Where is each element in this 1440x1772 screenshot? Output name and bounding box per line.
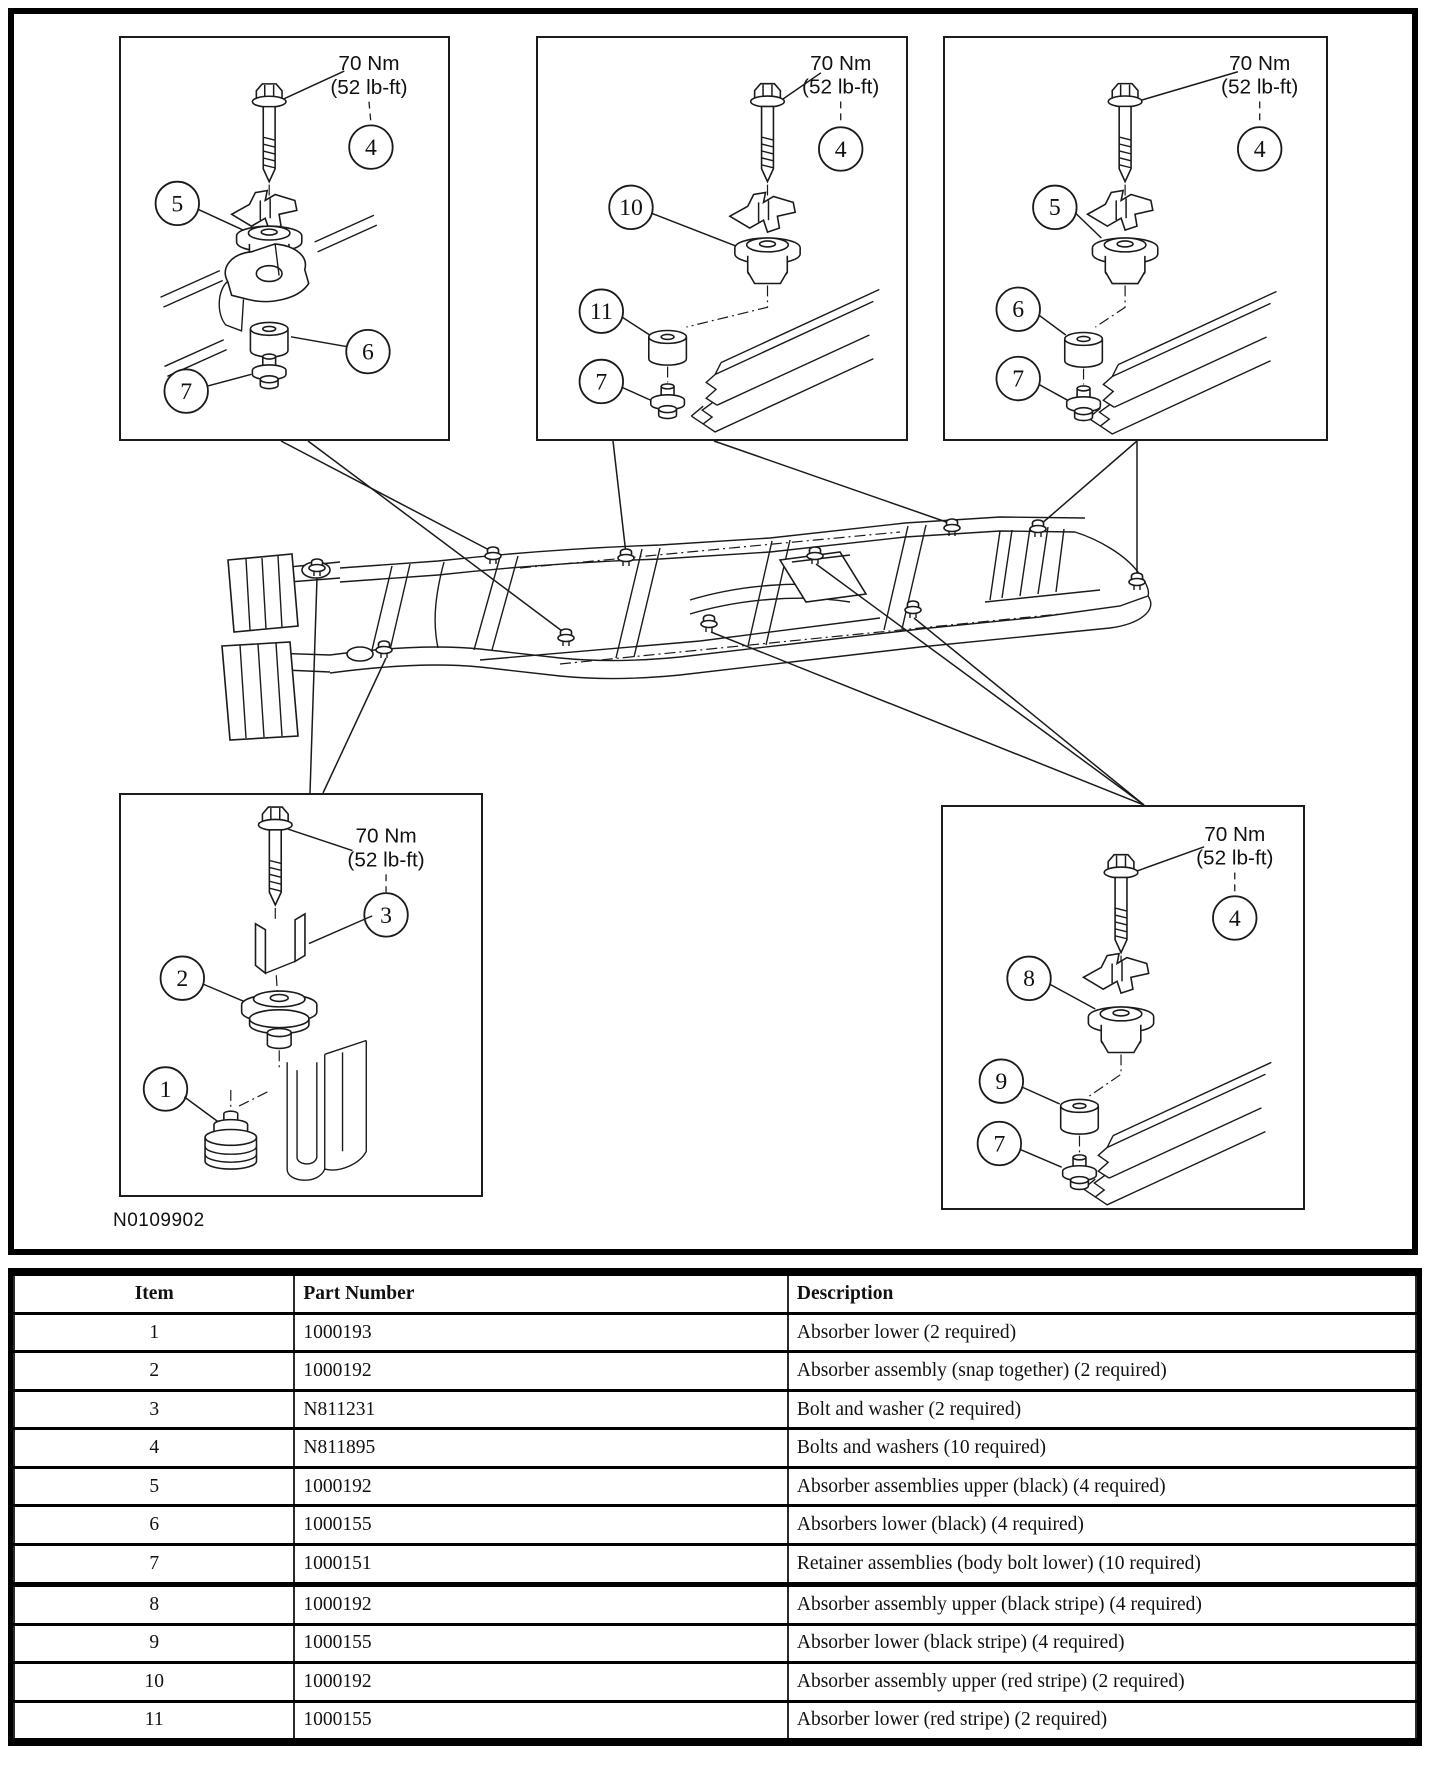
callout-lower-absorber bbox=[996, 287, 1040, 331]
absorber-assembly-illustration bbox=[242, 991, 317, 1048]
retainer-illustration bbox=[1063, 1155, 1097, 1190]
body-rail-section bbox=[691, 289, 879, 431]
callout-lower-absorber bbox=[580, 289, 624, 333]
wing-clip-illustration bbox=[1083, 954, 1148, 994]
bolt-illustration bbox=[751, 84, 785, 182]
torque-value: 70 Nm bbox=[1229, 51, 1291, 75]
mount-bracket-illustration bbox=[219, 244, 308, 331]
torque-value-lbft: (52 lb-ft) bbox=[1221, 75, 1299, 99]
torque-value-lbft: (52 lb-ft) bbox=[802, 75, 880, 99]
callout-upper-absorber bbox=[609, 186, 653, 230]
bolt-illustration bbox=[1104, 855, 1138, 953]
pointer-line bbox=[622, 317, 650, 335]
pointer-line bbox=[207, 374, 251, 386]
part-number-cell: 1000155 bbox=[294, 1506, 788, 1544]
description-cell: Absorbers lower (black) (4 required) bbox=[788, 1506, 1416, 1544]
svg-text:7: 7 bbox=[993, 1131, 1006, 1158]
svg-text:8: 8 bbox=[1023, 966, 1035, 993]
detail-box-bottom-left bbox=[119, 793, 483, 1197]
header-description: Description bbox=[788, 1275, 1416, 1314]
pointer-line bbox=[203, 984, 248, 1003]
upper-absorber-illustration bbox=[1088, 1007, 1153, 1052]
table-row bbox=[14, 1624, 1416, 1662]
pointer-line bbox=[287, 829, 352, 851]
detail-box-top-right bbox=[943, 36, 1328, 441]
upper-absorber-illustration bbox=[1092, 238, 1157, 284]
mount-bolt bbox=[618, 549, 634, 566]
description-cell: Absorber assemblies upper (black) (4 required) bbox=[788, 1467, 1416, 1505]
item-cell: 8 bbox=[14, 1584, 294, 1624]
detail-box-top-middle bbox=[536, 36, 908, 441]
absorber-lower-illustration bbox=[205, 1111, 256, 1169]
centerline bbox=[276, 975, 277, 991]
item-cell: 10 bbox=[14, 1663, 294, 1701]
table-row bbox=[14, 1544, 1416, 1584]
body-rail-section bbox=[1088, 291, 1276, 434]
item-cell: 5 bbox=[14, 1467, 294, 1505]
table-row bbox=[14, 1467, 1416, 1505]
item-cell: 11 bbox=[14, 1701, 294, 1740]
upper-absorber-illustration bbox=[735, 238, 800, 284]
item-cell: 4 bbox=[14, 1429, 294, 1467]
svg-text:5: 5 bbox=[1048, 195, 1061, 222]
mount-bolt bbox=[376, 641, 392, 658]
bolt-illustration bbox=[258, 807, 292, 905]
wing-clip-illustration bbox=[232, 191, 297, 231]
description-cell: Absorber assembly upper (red stripe) (2 required) bbox=[788, 1663, 1416, 1701]
part-number-cell: N811231 bbox=[294, 1390, 788, 1428]
figure-id-label: N0109902 bbox=[113, 1210, 205, 1231]
lower-absorber-illustration bbox=[1065, 333, 1103, 368]
svg-text:10: 10 bbox=[619, 195, 643, 222]
description-cell: Absorber lower (black stripe) (4 required) bbox=[788, 1624, 1416, 1662]
lower-absorber-illustration bbox=[649, 331, 687, 366]
pointer-line bbox=[652, 213, 741, 248]
bolt-illustration bbox=[252, 84, 286, 182]
mount-bolt bbox=[558, 629, 574, 646]
svg-text:5: 5 bbox=[171, 191, 184, 218]
centerline bbox=[686, 285, 767, 327]
table-row bbox=[14, 1390, 1416, 1428]
torque-value: 70 Nm bbox=[355, 824, 417, 848]
svg-text:7: 7 bbox=[180, 379, 193, 406]
body-rail-section bbox=[1083, 1062, 1271, 1204]
frame-channel-illustration bbox=[287, 1040, 366, 1180]
callout-upper-absorber bbox=[1033, 186, 1077, 230]
table-row bbox=[14, 1663, 1416, 1701]
centerline bbox=[1095, 286, 1125, 328]
table-row bbox=[14, 1429, 1416, 1467]
item-cell: 3 bbox=[14, 1390, 294, 1428]
wing-clip-illustration bbox=[1088, 191, 1153, 231]
table-header-row bbox=[14, 1275, 1416, 1314]
svg-text:6: 6 bbox=[1012, 297, 1025, 324]
callout-upper-absorber bbox=[156, 182, 199, 225]
callout-absorber-lower bbox=[144, 1067, 188, 1111]
description-cell: Bolts and washers (10 required) bbox=[788, 1429, 1416, 1467]
pointer-line bbox=[1022, 1087, 1060, 1104]
svg-text:11: 11 bbox=[589, 299, 613, 326]
table-row bbox=[14, 1314, 1416, 1352]
header-part-number: Part Number bbox=[294, 1275, 788, 1314]
svg-text:9: 9 bbox=[995, 1069, 1008, 1096]
detail-box-bottom-right bbox=[941, 805, 1305, 1210]
svg-text:3: 3 bbox=[380, 902, 392, 929]
callout-bolt bbox=[364, 893, 408, 937]
callout-bolt bbox=[819, 127, 863, 171]
mount-bolt bbox=[701, 615, 717, 632]
rail-hint-lines bbox=[315, 215, 377, 252]
retainer-illustration bbox=[1067, 386, 1101, 421]
mount-bolt bbox=[1129, 573, 1145, 590]
part-number-cell: 1000192 bbox=[294, 1663, 788, 1701]
item-cell: 7 bbox=[14, 1544, 294, 1584]
part-number-cell: 1000151 bbox=[294, 1544, 788, 1584]
callout-lower-absorber bbox=[346, 330, 389, 373]
callout-retainer bbox=[996, 357, 1040, 401]
item-cell: 9 bbox=[14, 1624, 294, 1662]
parts-table bbox=[13, 1273, 1417, 1741]
item-cell: 2 bbox=[14, 1352, 294, 1390]
svg-text:7: 7 bbox=[595, 369, 608, 396]
upper-bracket-illustration bbox=[256, 914, 373, 973]
lower-absorber-illustration bbox=[1061, 1099, 1099, 1134]
callout-retainer bbox=[978, 1122, 1022, 1166]
table-row bbox=[14, 1701, 1416, 1740]
rail-hint-lines bbox=[161, 271, 223, 308]
description-cell: Absorber lower (red stripe) (2 required) bbox=[788, 1701, 1416, 1740]
centerline bbox=[1089, 1054, 1121, 1096]
callout-upper-absorber bbox=[1007, 957, 1051, 1001]
item-cell: 6 bbox=[14, 1506, 294, 1544]
part-number-cell: 1000192 bbox=[294, 1352, 788, 1390]
pointer-line bbox=[1020, 1149, 1062, 1167]
bolt-illustration bbox=[1108, 84, 1142, 182]
svg-text:7: 7 bbox=[1012, 366, 1025, 393]
pointer-line bbox=[1050, 984, 1095, 1009]
retainer-illustration bbox=[651, 384, 685, 419]
table-row bbox=[14, 1352, 1416, 1390]
pointer-line bbox=[1039, 384, 1068, 400]
pointer-line bbox=[291, 337, 347, 347]
torque-value-lbft: (52 lb-ft) bbox=[330, 75, 408, 99]
part-number-cell: N811895 bbox=[294, 1429, 788, 1467]
svg-text:4: 4 bbox=[1253, 136, 1266, 163]
svg-text:1: 1 bbox=[159, 1076, 172, 1103]
part-number-cell: 1000192 bbox=[294, 1467, 788, 1505]
frame-illustration bbox=[222, 517, 1151, 740]
description-cell: Absorber assembly upper (black stripe) (4 required) bbox=[788, 1584, 1416, 1624]
header-item: Item bbox=[14, 1275, 294, 1314]
retainer-illustration bbox=[252, 354, 286, 389]
centerline bbox=[231, 1090, 268, 1110]
dashed-link bbox=[369, 102, 371, 124]
part-number-cell: 1000155 bbox=[294, 1701, 788, 1740]
description-cell: Bolt and washer (2 required) bbox=[788, 1390, 1416, 1428]
description-cell: Absorber lower (2 required) bbox=[788, 1314, 1416, 1352]
table-row bbox=[14, 1506, 1416, 1544]
svg-text:4: 4 bbox=[1228, 905, 1241, 932]
detail-box-top-left bbox=[119, 36, 450, 441]
pointer-line bbox=[1133, 847, 1204, 873]
part-number-cell: 1000193 bbox=[294, 1314, 788, 1352]
svg-text:4: 4 bbox=[365, 135, 377, 162]
item-cell: 1 bbox=[14, 1314, 294, 1352]
callout-absorber-assembly bbox=[161, 956, 205, 1000]
mount-bolt bbox=[905, 601, 921, 618]
torque-value: 70 Nm bbox=[338, 52, 400, 76]
part-number-cell: 1000155 bbox=[294, 1624, 788, 1662]
lower-absorber-illustration bbox=[250, 322, 288, 357]
mount-bolt bbox=[1030, 520, 1046, 537]
part-number-cell: 1000192 bbox=[294, 1584, 788, 1624]
torque-value-lbft: (52 lb-ft) bbox=[347, 848, 425, 872]
callout-bolt bbox=[1238, 127, 1282, 171]
description-cell: Absorber assembly (snap together) (2 required) bbox=[788, 1352, 1416, 1390]
table-row bbox=[14, 1584, 1416, 1624]
torque-value-lbft: (52 lb-ft) bbox=[1196, 846, 1274, 870]
torque-value: 70 Nm bbox=[810, 51, 872, 75]
wing-clip-illustration bbox=[730, 193, 795, 233]
callout-lower-absorber bbox=[980, 1059, 1024, 1103]
svg-text:4: 4 bbox=[834, 136, 847, 163]
parts-table-panel bbox=[8, 1268, 1422, 1746]
callout-bolt bbox=[349, 125, 392, 168]
pointer-line bbox=[184, 1097, 218, 1122]
callout-retainer bbox=[164, 369, 207, 412]
pointer-line bbox=[622, 387, 651, 400]
svg-text:2: 2 bbox=[176, 966, 189, 993]
callout-bolt bbox=[1213, 896, 1257, 940]
description-cell: Retainer assemblies (body bolt lower) (10 required) bbox=[788, 1544, 1416, 1584]
torque-value: 70 Nm bbox=[1204, 822, 1266, 846]
pointer-line bbox=[1039, 315, 1066, 335]
callout-retainer bbox=[580, 360, 624, 404]
svg-text:6: 6 bbox=[362, 339, 374, 366]
